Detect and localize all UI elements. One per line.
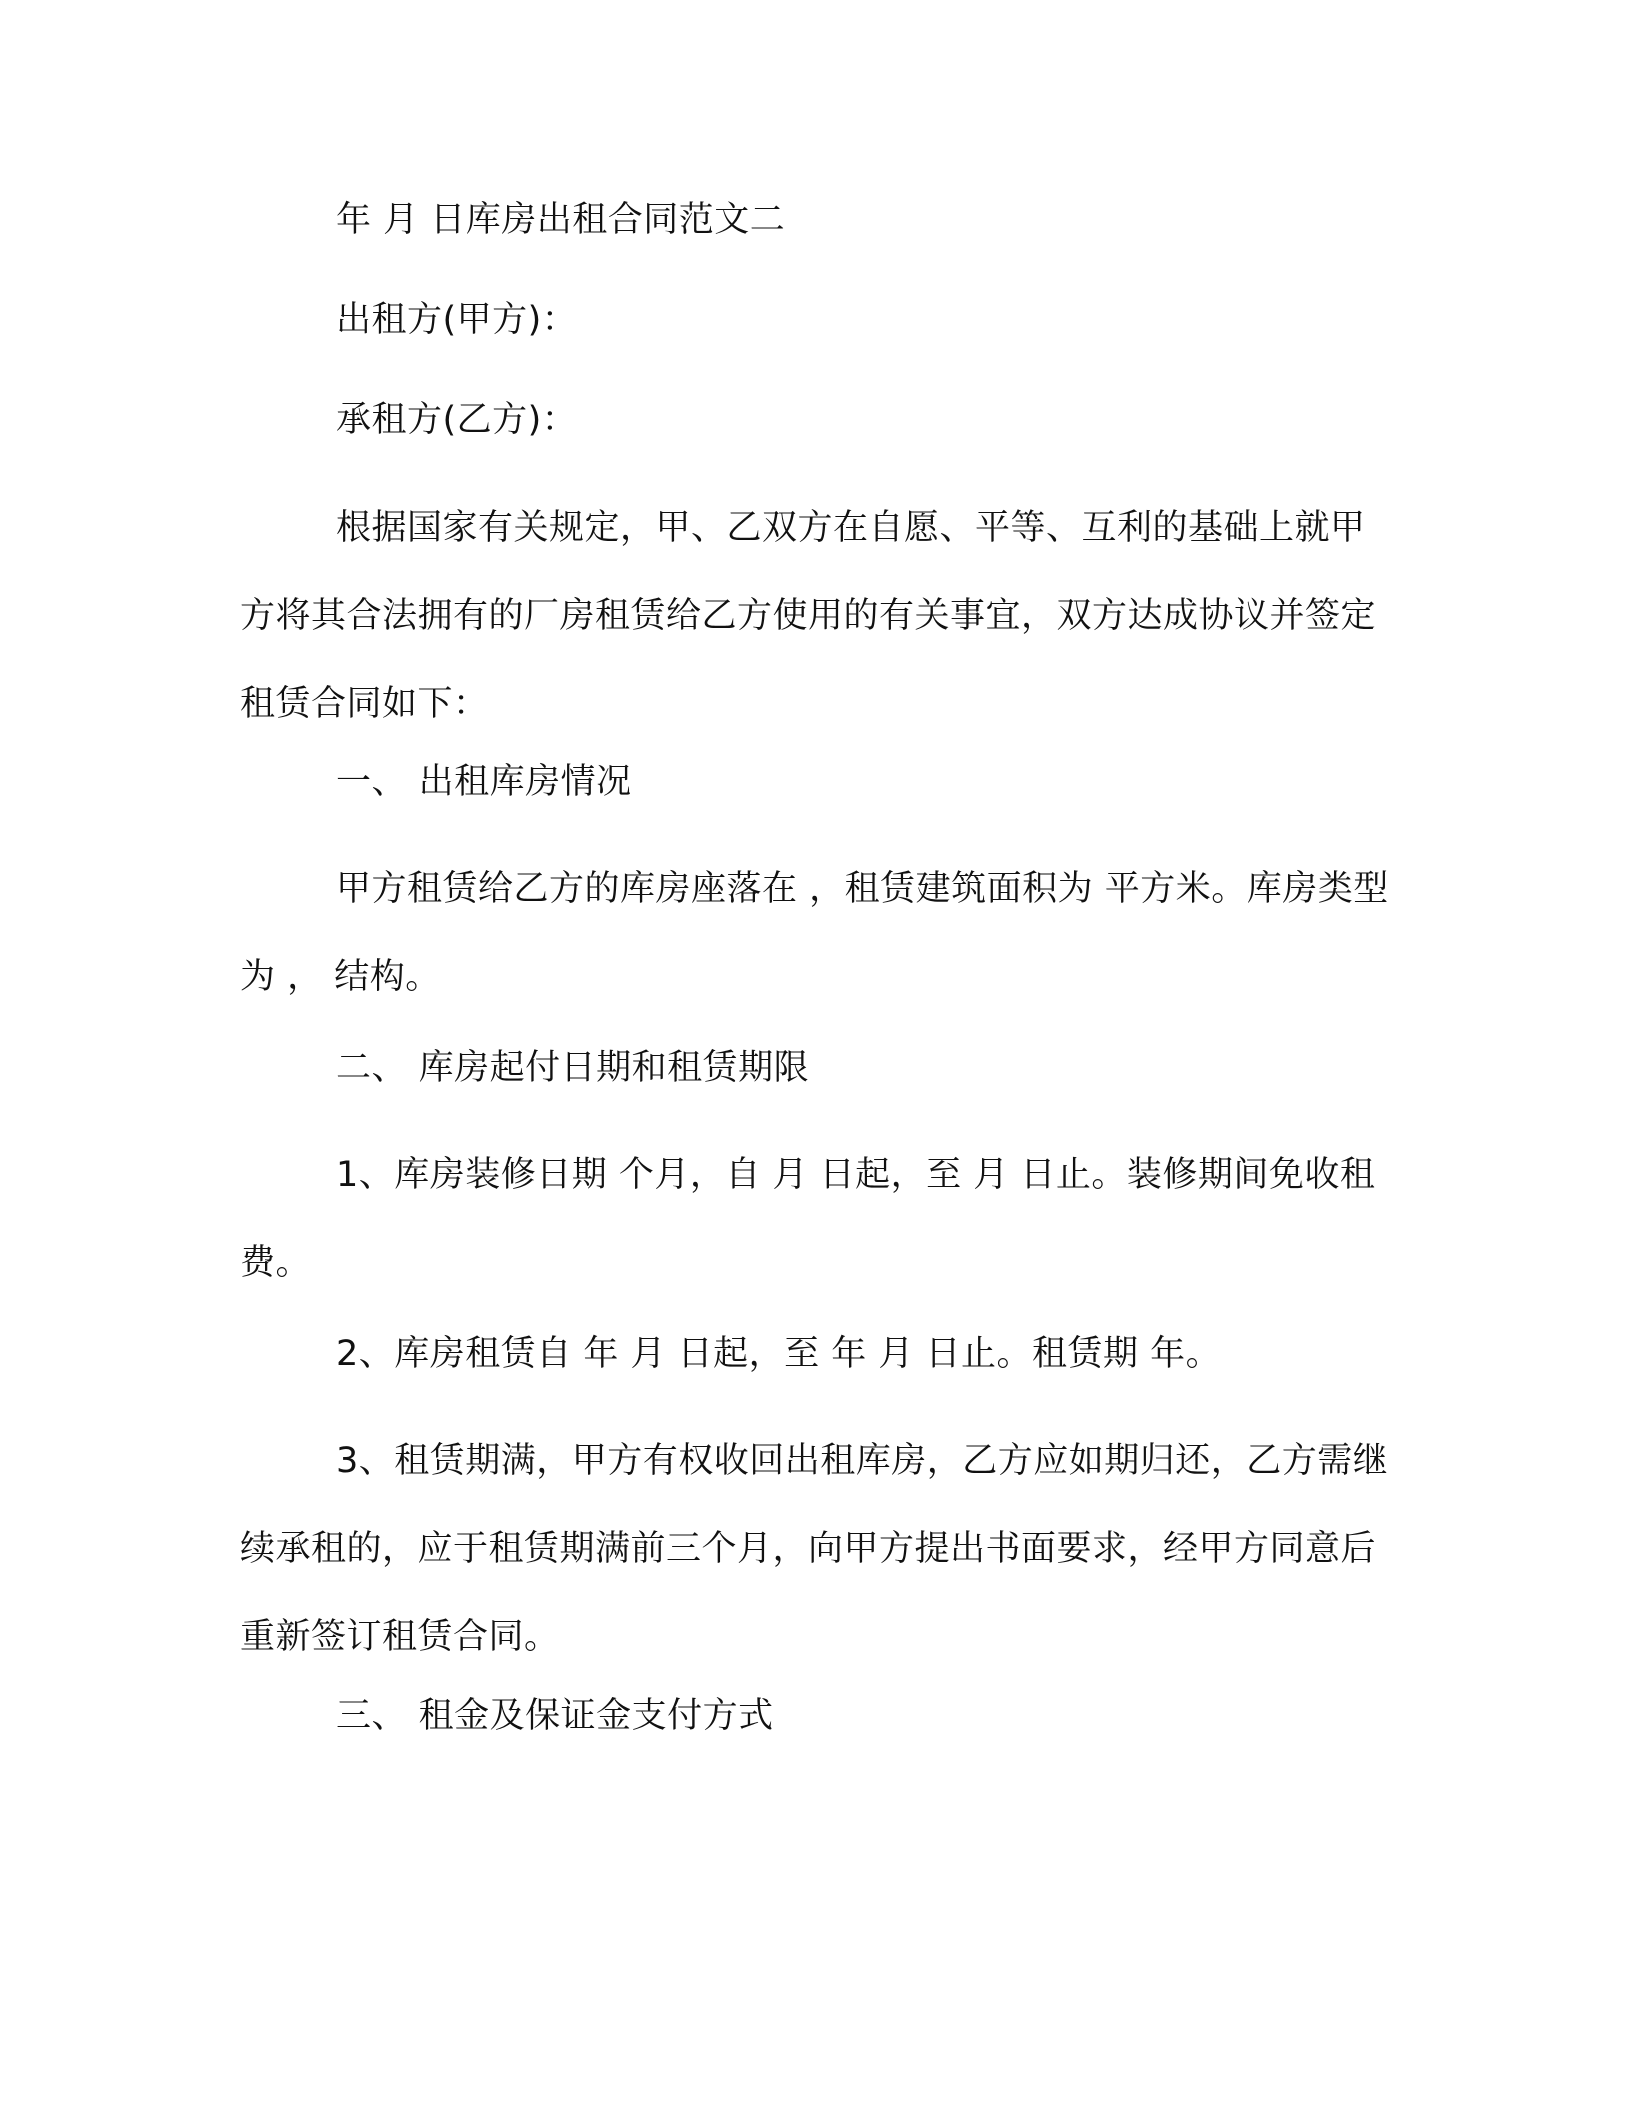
- warehouse-description-paragraph: 甲方租赁给乙方的库房座落在 ，租赁建筑面积为 平方米。库房类型为 ， 结构。: [240, 869, 1389, 997]
- clause-2-paragraph: 2、库房租赁自 年 月 日起，至 年 月 日止。租赁期 年。: [336, 1334, 1222, 1374]
- lessor-line: 出租方(甲方)：: [336, 300, 578, 340]
- clause-3-paragraph: 3、租赁期满，甲方有权收回出租库房，乙方应如期归还，乙方需继续承租的，应于租赁期满前三个月，向甲方提出书面要求，经甲方同意后重新签订租赁合同。: [240, 1441, 1389, 1657]
- section-heading-1: 一、 出租库房情况: [336, 762, 632, 802]
- clause-1-paragraph: 1、库房装修日期 个月，自 月 日起，至 月 日止。装修期间免收租费。: [240, 1155, 1376, 1283]
- preamble-paragraph: 根据国家有关规定，甲、乙双方在自愿、平等、互利的基础上就甲方将其合法拥有的厂房租赁给乙方使用的有关事宜，双方达成协议并签定租赁合同如下：: [240, 508, 1377, 724]
- lessee-line: 承租方(乙方)：: [336, 400, 578, 440]
- contract-title: 年 月 日库房出租合同范文二: [336, 200, 786, 240]
- section-heading-3: 三、 租金及保证金支付方式: [336, 1696, 774, 1736]
- section-heading-2: 二、 库房起付日期和租赁期限: [336, 1048, 810, 1088]
